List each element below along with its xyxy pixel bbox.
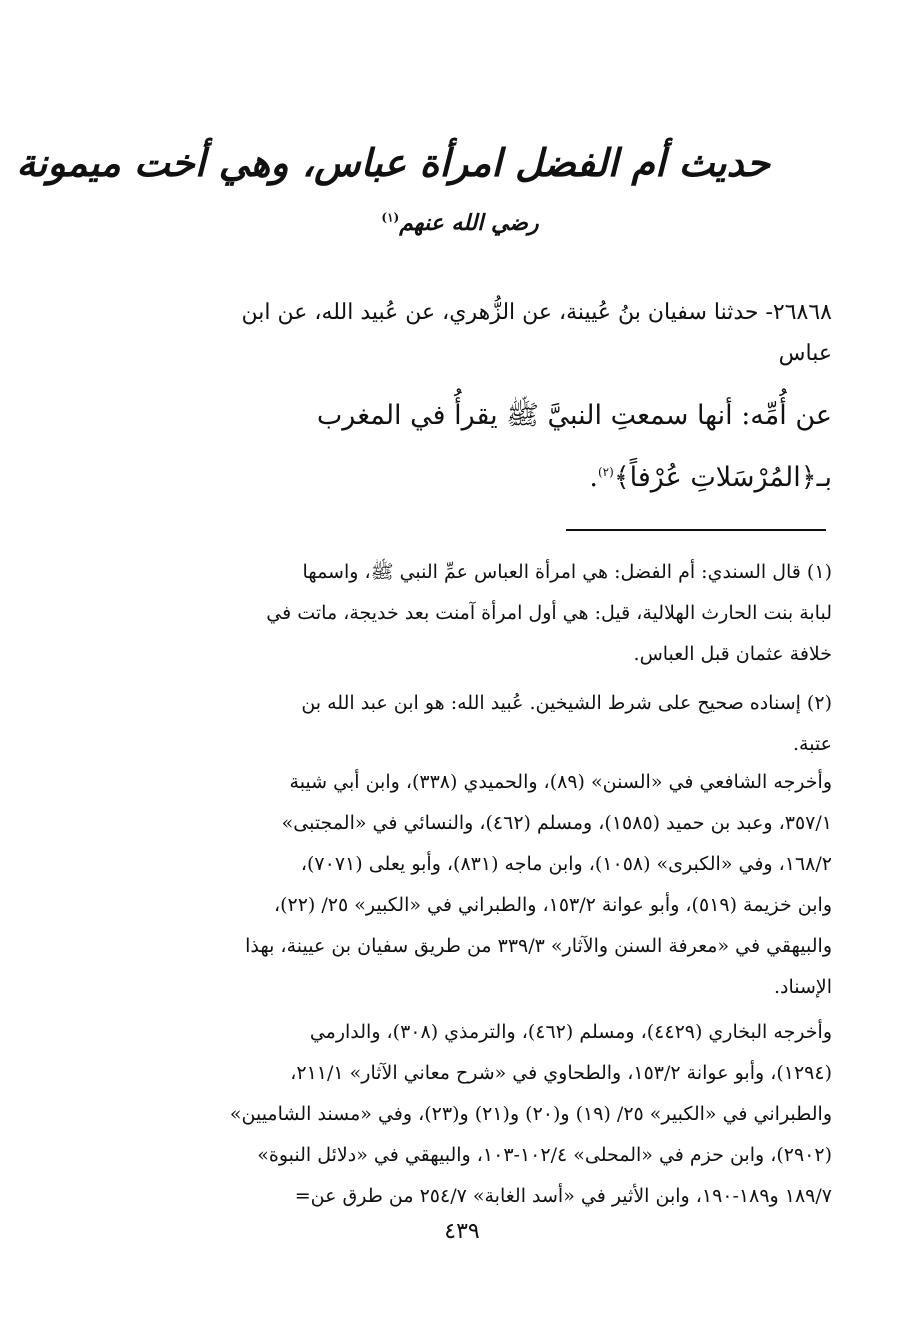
footnote-line: والبيهقي في «معرفة السنن والآثار» ٣٣٩/٣ من طريق سفيان بن عيينة، بهذا	[245, 935, 832, 957]
blessing-footnote-ref: (١)	[381, 210, 400, 225]
matn-line	[110, 444, 832, 506]
footnote-line: الإسناد.	[773, 976, 832, 998]
isnad-line: عباس	[778, 341, 832, 366]
footnote-line: (١) قال السندي: أم الفضل: هي امرأة العباس عمِّ النبي ﷺ، واسمها	[302, 561, 832, 583]
footnote-separator	[566, 529, 826, 531]
matn-line: عن أُمِّه: أنها سمعتِ النبيَّ ﷺ يقرأُ في المغرب	[316, 400, 832, 431]
footnote-line: لبابة بنت الحارث الهلالية، قيل: هي أول امرأة آمنت بعد خديجة، ماتت في	[266, 602, 832, 624]
footnote-line: (٢٩٠٢)، وابن حزم في «المحلى» ١٠٢/٤-١٠٣، والبيهقي في «دلائل النبوة»	[257, 1144, 832, 1166]
matn-end: .	[589, 462, 598, 493]
footnote-line: وأخرجه البخاري (٤٤٢٩)، ومسلم (٤٦٢)، والترمذي (٣٠٨)، والدارمي	[309, 1021, 832, 1043]
footnote-line: ١٦٨/٢، وفي «الكبرى» (١٠٥٨)، وابن ماجه (٨٣١)، وأبو يعلى (٧٠٧١)،	[300, 853, 832, 875]
footnote-line: خلافة عثمان قبل العباس.	[633, 643, 832, 665]
blessing-text: رضي الله عنهم	[399, 210, 539, 236]
hadith-isnad	[110, 288, 832, 370]
footnote-2-sources-b	[110, 1012, 832, 1217]
footnote-line: والطبراني في «الكبير» ٢٥/ (١٩) و(٢٠) و(٢١) و(٢٣)، وفي «مسند الشاميين»	[229, 1103, 832, 1125]
footnote-line: عتبة.	[792, 733, 832, 755]
footnote-line: (٢) إسناده صحيح على شرط الشيخين. عُبيد الله: هو ابن عبد الله بن	[301, 692, 832, 714]
footnote-2-sources-a	[110, 762, 832, 1008]
footnote-1	[110, 552, 832, 675]
footnote-line: وأخرجه الشافعي في «السنن» (٨٩)، والحميدي (٣٣٨)، وابن أبي شيبة	[289, 771, 832, 793]
page-number: ٤٣٩	[444, 1219, 480, 1244]
footnote-line: ١٨٩/٧ و١٨٩-١٩٠، وابن الأثير في «أسد الغابة» ٢٥٤/٧ من طرق عن=	[294, 1185, 832, 1207]
blessing-line	[300, 210, 620, 236]
footnote-line: وابن خزيمة (٥١٩)، وأبو عوانة ١٥٣/٢، والطبراني في «الكبير» ٢٥/ (٢٢)،	[273, 894, 832, 916]
footnote-line: ٣٥٧/١، وعبد بن حميد (١٥٨٥)، ومسلم (٤٦٢)، والنسائي في «المجتبى»	[281, 812, 832, 834]
chapter-title: حديث أم الفضل امرأة عباس، وهي أخت ميمونة	[16, 140, 770, 185]
matn-verse: بـ﴿المُرْسَلاتِ عُرْفاً﴾	[613, 462, 832, 493]
footnote-line: (١٢٩٤)، وأبو عوانة ١٥٣/٢، والطحاوي في «شرح معاني الآثار» ٢١١/١،	[290, 1062, 832, 1084]
hadith-matn	[110, 388, 832, 506]
footnote-2	[110, 683, 832, 765]
isnad-line: ٢٦٨٦٨- حدثنا سفيان بنُ عُيينة، عن الزُّهري، عن عُبيد الله، عن ابن	[241, 300, 832, 325]
matn-footnote-ref: (٢)	[597, 465, 614, 479]
